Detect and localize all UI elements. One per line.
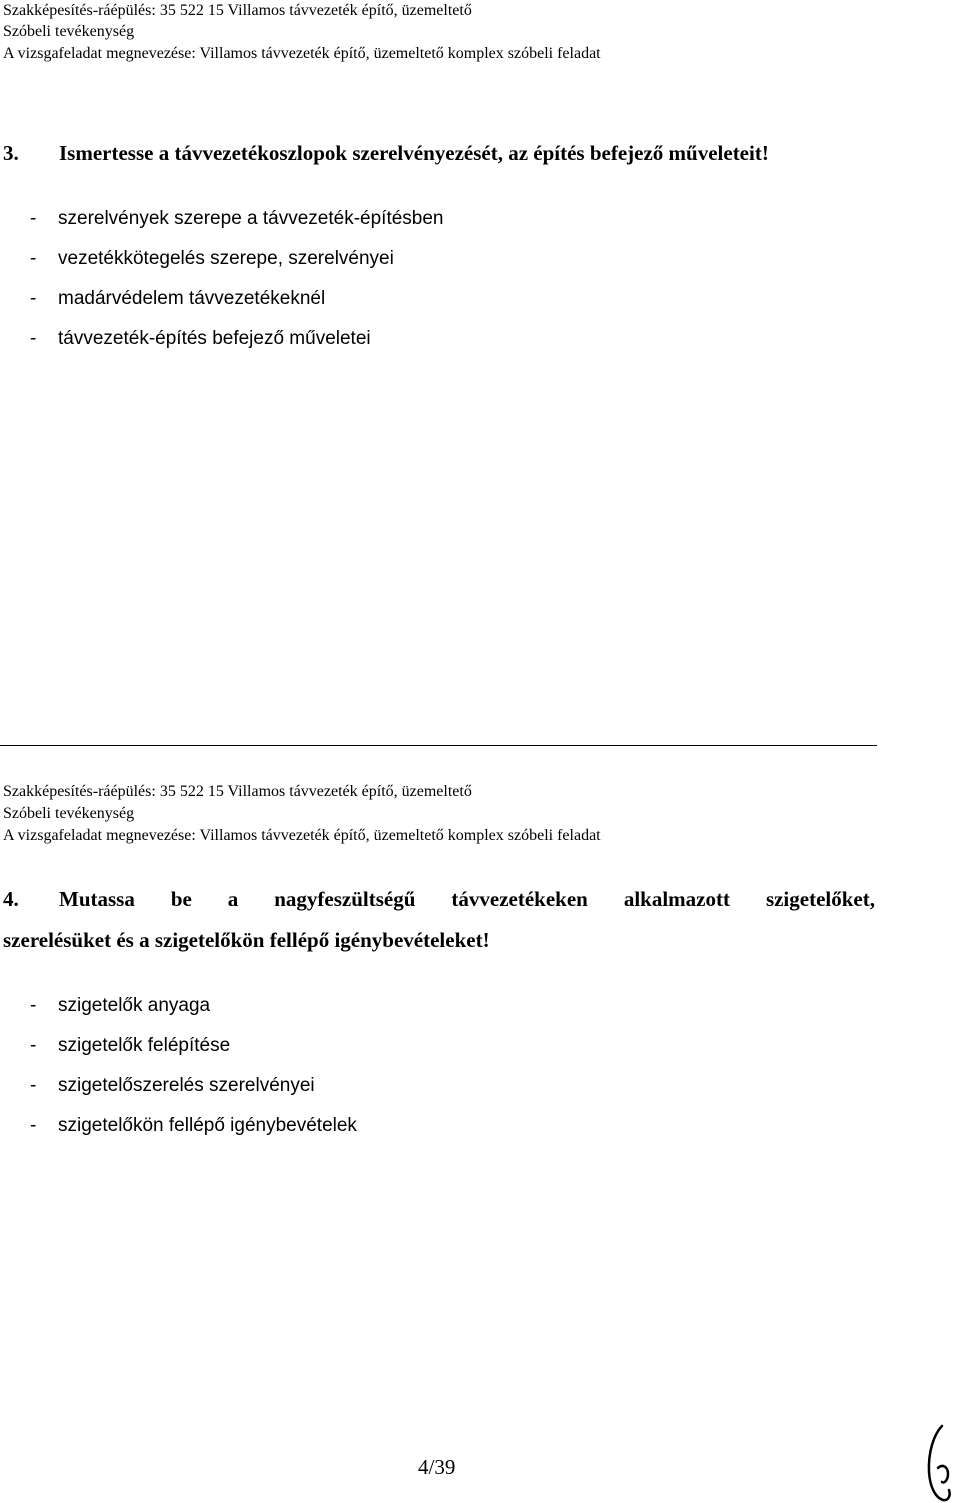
question-4-word: a <box>227 887 239 911</box>
list-item-text: szigetelők felépítése <box>58 1035 231 1056</box>
list-item <box>0 995 600 1019</box>
question-4-word: nagyfeszültségű <box>274 887 416 911</box>
header-task-name-line: A vizsgafeladat megnevezése: Villamos távvezeték építő, üzemeltető komplex szóbeli feladat <box>3 45 601 62</box>
question-4-word: szigetelőket, <box>765 887 875 911</box>
question-4-word: be <box>170 887 192 911</box>
question-4-word: Mutassa <box>59 887 135 911</box>
list-item-text: vezetékkötegelés szerepe, szerelvényei <box>58 248 394 269</box>
list-item <box>0 288 600 312</box>
header-qualification-line: Szakképesítés-ráépülés: 35 522 15 Villamos távvezeték építő, üzemeltető <box>3 2 472 19</box>
question-4-text-line1 <box>59 887 875 912</box>
list-item <box>0 1035 600 1059</box>
bullet-dash: - <box>30 1035 37 1056</box>
question-3-text: Ismertesse a távvezetékoszlopok szerelvényezését, az építés befejező műveleteit! <box>59 141 769 165</box>
header-qualification-line: Szakképesítés-ráépülés: 35 522 15 Villamos távvezeték építő, üzemeltető <box>3 783 472 800</box>
question-4-word: távvezetékeken <box>451 887 588 911</box>
header-activity-line: Szóbeli tevékenység <box>3 805 135 822</box>
list-item-text: madárvédelem távvezetékeknél <box>58 288 326 309</box>
header-task-name-line: A vizsgafeladat megnevezése: Villamos távvezeték építő, üzemeltető komplex szóbeli feladat <box>3 827 601 844</box>
bullet-dash: - <box>30 1115 37 1136</box>
list-item-text: szigetelők anyaga <box>58 995 211 1016</box>
list-item <box>0 248 600 272</box>
bullet-dash: - <box>30 1075 37 1096</box>
bullet-dash: - <box>30 288 37 309</box>
bullet-dash: - <box>30 248 37 269</box>
question-4-number: 4. <box>3 887 19 911</box>
header-activity-line: Szóbeli tevékenység <box>3 23 135 40</box>
page-separator-rule <box>0 745 877 746</box>
question-4-text-line2: szerelésüket és a szigetelőkön fellépő igénybevételeket! <box>3 928 490 952</box>
page-number: 4/39 <box>418 1455 456 1479</box>
list-item-text: szigetelőszerelés szerelvényei <box>58 1075 315 1096</box>
list-item <box>0 1115 600 1139</box>
bullet-dash: - <box>30 208 37 229</box>
question-4-word: alkalmazott <box>623 887 730 911</box>
bullet-dash: - <box>30 995 37 1016</box>
list-item <box>0 208 600 232</box>
bullet-dash: - <box>30 328 37 349</box>
list-item <box>0 328 600 352</box>
list-item <box>0 1075 600 1099</box>
list-item-text: távvezeték-építés befejező műveletei <box>58 328 371 349</box>
signature-mark <box>918 1420 960 1503</box>
question-3-number: 3. <box>3 141 19 165</box>
list-item-text: szerelvények szerepe a távvezeték-építésben <box>58 208 444 229</box>
list-item-text: szigetelőkön fellépő igénybevételek <box>58 1115 357 1136</box>
